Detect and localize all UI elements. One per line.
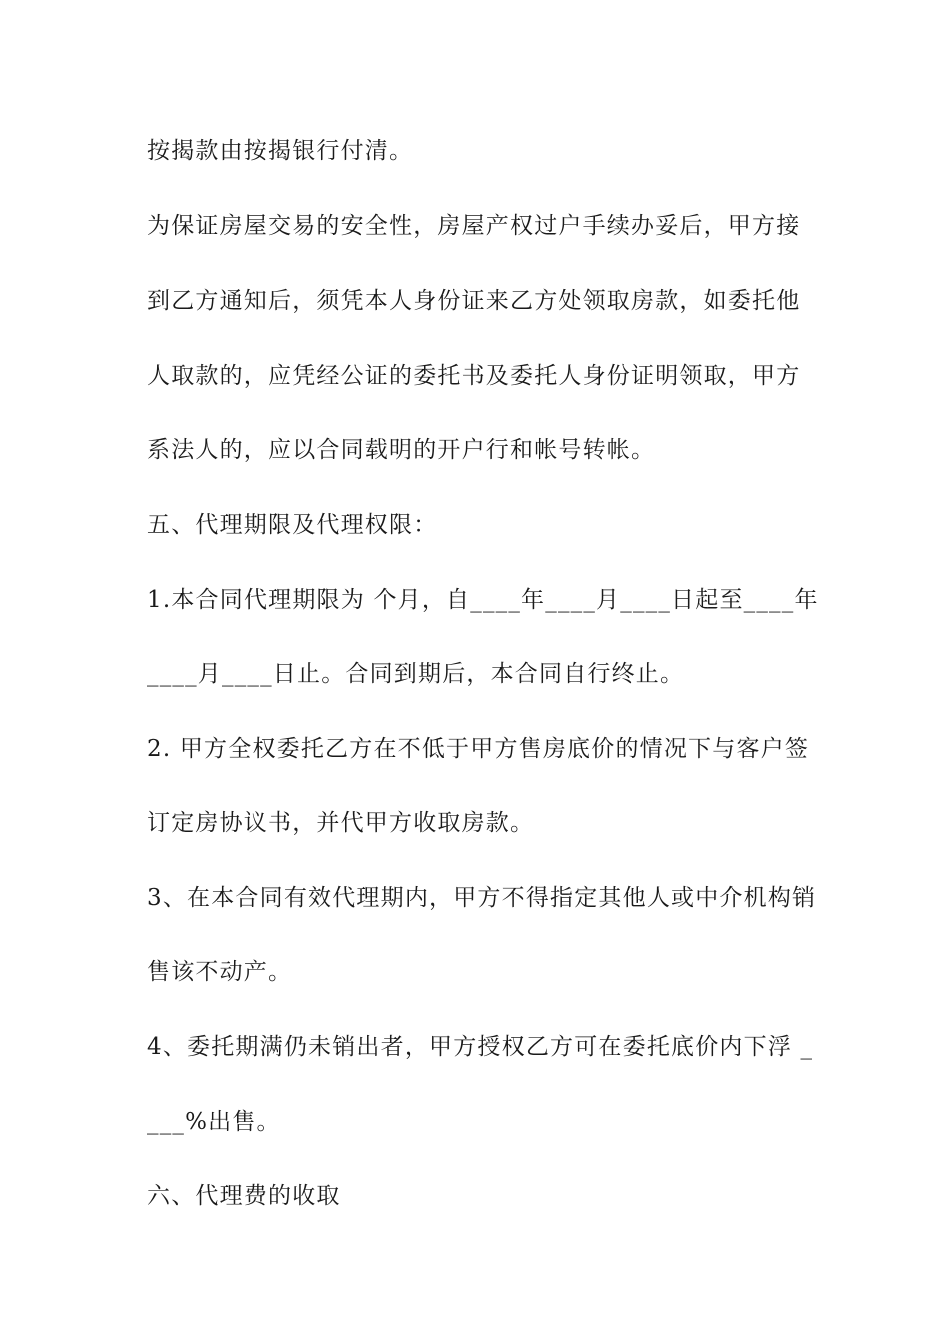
text-line: 订定房协议书，并代甲方收取房款。 xyxy=(147,810,535,836)
text-line: 1.本合同代理期限为 个月，自____年____月____日起至____年 xyxy=(147,587,819,613)
text-line: ____月____日止。合同到期后，本合同自行终止。 xyxy=(147,661,685,687)
text-line: 2. 甲方全权委托乙方在不低于甲方售房底价的情况下与客户签 xyxy=(147,736,810,762)
text-line: ___%出售。 xyxy=(147,1109,281,1135)
section-heading: 五、代理期限及代理权限： xyxy=(147,512,438,538)
text-line: 按揭款由按揭银行付清。 xyxy=(147,138,414,164)
text-line: 到乙方通知后，须凭本人身份证来乙方处领取房款，如委托他 xyxy=(147,288,801,314)
text-line: 3、在本合同有效代理期内，甲方不得指定其他人或中介机构销 xyxy=(147,885,817,911)
text-line: 人取款的，应凭经公证的委托书及委托人身份证明领取，甲方 xyxy=(147,363,801,389)
text-line: 4、委托期满仍未销出者，甲方授权乙方可在委托底价内下浮 _ xyxy=(147,1034,814,1060)
text-line: 系法人的，应以合同载明的开户行和帐号转帐。 xyxy=(147,437,656,463)
text-line: 售该不动产。 xyxy=(147,959,293,985)
text-line: 为保证房屋交易的安全性，房屋产权过户手续办妥后，甲方接 xyxy=(147,213,801,239)
section-heading: 六、代理费的收取 xyxy=(147,1183,341,1209)
